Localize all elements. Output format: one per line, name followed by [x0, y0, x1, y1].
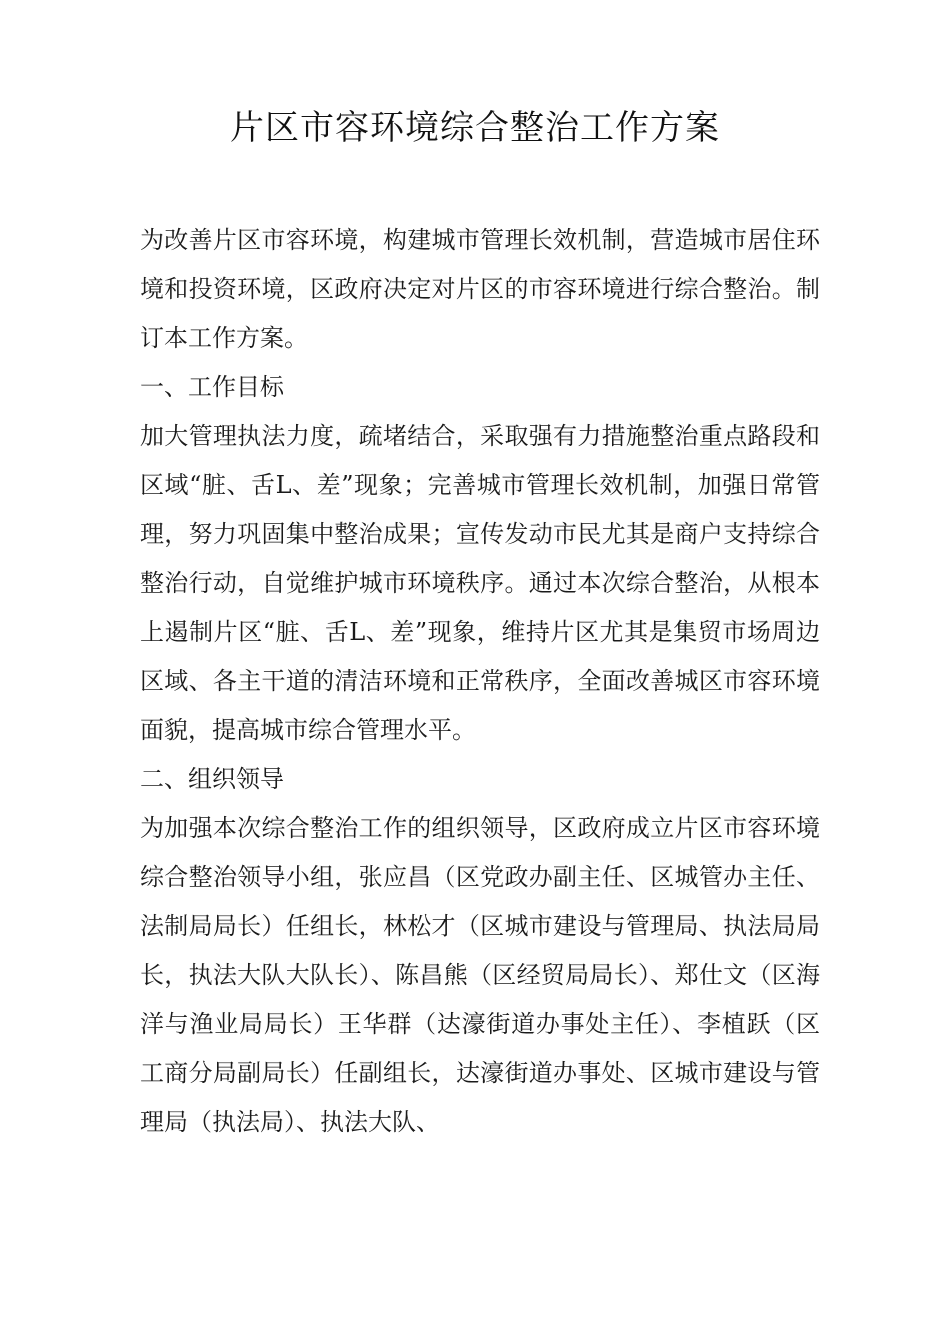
organization-paragraph: 为加强本次综合整治工作的组织领导，区政府成立片区市容环境综合整治领导小组，张应昌（区党政办副主任、区城管办主任、法制局局长）任组长，林松才（区城市建设与管理局、执法局局长，执法大队大队长）、陈昌熊（区经贸局局长）、郑仕文（区海洋与渔业局局长）王华群（达濠街道办事处主任）、李植跃（区工商分局副局长）任副组长，达濠街道办事处、区城市建设与管理局（执法局）、执法大队、 — [140, 814, 820, 1136]
section-heading-goals: 一、工作目标 — [140, 373, 284, 401]
document-title: 片区市容环境综合整治工作方案 — [230, 108, 720, 148]
goals-paragraph: 加大管理执法力度，疏堵结合，采取强有力措施整治重点路段和区域“脏、舌L、差”现象；完善城市管理长效机制，加强日常管理，努力巩固集中整治成果；宣传发动市民尤其是商户支持综合整治行动，自觉维护城市环境秩序。通过本次综合整治，从根本上遏制片区“脏、舌L、差”现象，维持片区尤其是集贸市场周边区域、各主干道的清洁环境和正常秩序，全面改善城区市容环境面貌，提高城市综合管理水平。 — [140, 422, 820, 744]
intro-paragraph: 为改善片区市容环境，构建城市管理长效机制，营造城市居住环境和投资环境，区政府决定对片区的市容环境进行综合整治。制订本工作方案。 — [140, 226, 820, 352]
section-heading-organization: 二、组织领导 — [140, 765, 284, 793]
document-body — [140, 216, 820, 1147]
